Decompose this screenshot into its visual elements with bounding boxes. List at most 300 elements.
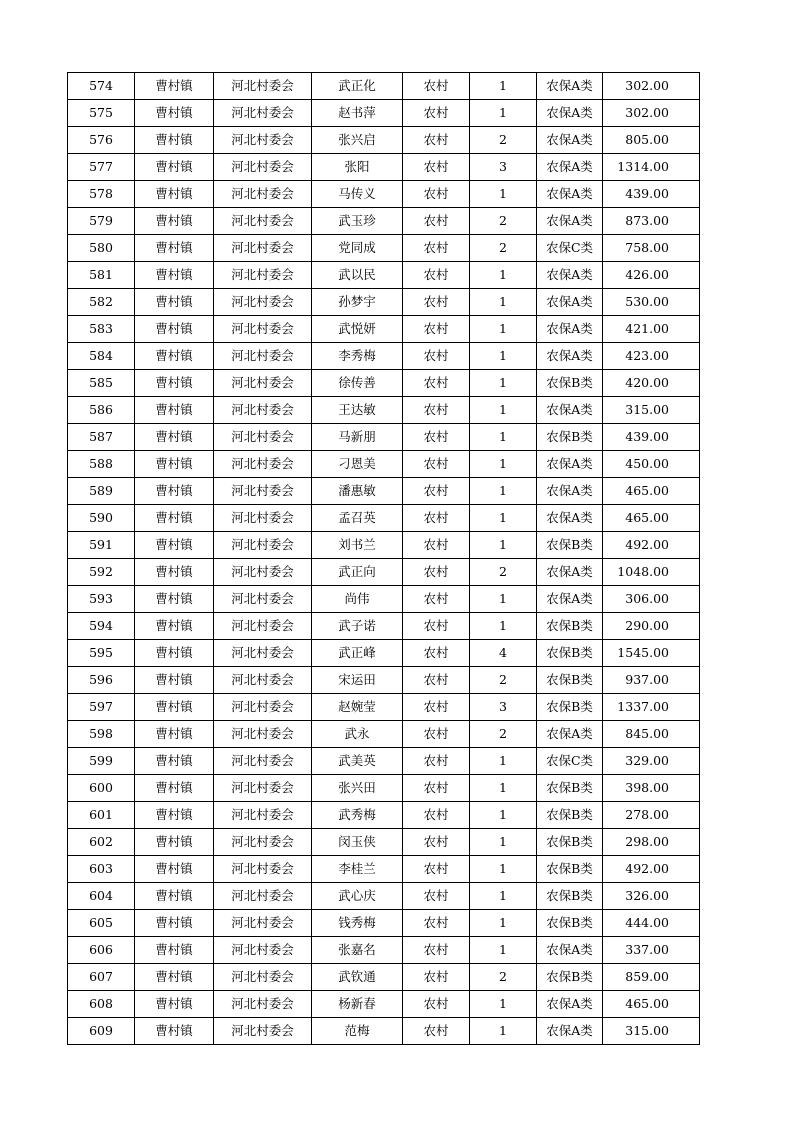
cell-village-committee: 河北村委会 <box>214 289 312 316</box>
cell-village-committee: 河北村委会 <box>214 478 312 505</box>
cell-serial-number: 590 <box>68 505 135 532</box>
cell-town: 曹村镇 <box>135 370 214 397</box>
cell-village-committee: 河北村委会 <box>214 829 312 856</box>
cell-person-name: 武心庆 <box>312 883 403 910</box>
cell-person-name: 武钦通 <box>312 964 403 991</box>
cell-town: 曹村镇 <box>135 856 214 883</box>
table-row <box>68 316 700 343</box>
table-row <box>68 991 700 1018</box>
cell-serial-number: 575 <box>68 100 135 127</box>
cell-area-type: 农村 <box>403 694 470 721</box>
table-row <box>68 154 700 181</box>
cell-serial-number: 589 <box>68 478 135 505</box>
cell-person-name: 党同成 <box>312 235 403 262</box>
cell-village-committee: 河北村委会 <box>214 397 312 424</box>
cell-town: 曹村镇 <box>135 451 214 478</box>
table-row <box>68 424 700 451</box>
cell-village-committee: 河北村委会 <box>214 937 312 964</box>
table-row <box>68 532 700 559</box>
cell-amount: 1545.00 <box>603 640 700 667</box>
table-row <box>68 127 700 154</box>
cell-insurance-category: 农保B类 <box>537 532 603 559</box>
cell-serial-number: 600 <box>68 775 135 802</box>
table-row <box>68 586 700 613</box>
table-row <box>68 694 700 721</box>
cell-insurance-category: 农保A类 <box>537 154 603 181</box>
cell-amount: 326.00 <box>603 883 700 910</box>
roster-table-body <box>68 73 700 1045</box>
table-row <box>68 883 700 910</box>
cell-amount: 859.00 <box>603 964 700 991</box>
cell-insurance-category: 农保A类 <box>537 262 603 289</box>
cell-town: 曹村镇 <box>135 316 214 343</box>
cell-person-name: 张阳 <box>312 154 403 181</box>
cell-person-name: 武玉珍 <box>312 208 403 235</box>
cell-village-committee: 河北村委会 <box>214 262 312 289</box>
cell-town: 曹村镇 <box>135 694 214 721</box>
cell-area-type: 农村 <box>403 478 470 505</box>
cell-person-name: 武以民 <box>312 262 403 289</box>
table-row <box>68 1018 700 1045</box>
cell-village-committee: 河北村委会 <box>214 586 312 613</box>
table-row <box>68 343 700 370</box>
cell-insurance-category: 农保A类 <box>537 991 603 1018</box>
cell-area-type: 农村 <box>403 370 470 397</box>
cell-household-count: 1 <box>470 289 537 316</box>
cell-person-name: 赵婉莹 <box>312 694 403 721</box>
cell-area-type: 农村 <box>403 748 470 775</box>
cell-person-name: 刘书兰 <box>312 532 403 559</box>
table-row <box>68 640 700 667</box>
cell-area-type: 农村 <box>403 397 470 424</box>
cell-person-name: 赵书萍 <box>312 100 403 127</box>
cell-insurance-category: 农保B类 <box>537 964 603 991</box>
cell-insurance-category: 农保A类 <box>537 478 603 505</box>
cell-town: 曹村镇 <box>135 532 214 559</box>
cell-town: 曹村镇 <box>135 289 214 316</box>
cell-insurance-category: 农保A类 <box>537 397 603 424</box>
table-row <box>68 721 700 748</box>
cell-village-committee: 河北村委会 <box>214 370 312 397</box>
cell-area-type: 农村 <box>403 127 470 154</box>
cell-amount: 444.00 <box>603 910 700 937</box>
cell-village-committee: 河北村委会 <box>214 991 312 1018</box>
cell-amount: 492.00 <box>603 856 700 883</box>
cell-insurance-category: 农保A类 <box>537 721 603 748</box>
cell-village-committee: 河北村委会 <box>214 505 312 532</box>
cell-area-type: 农村 <box>403 181 470 208</box>
cell-town: 曹村镇 <box>135 883 214 910</box>
cell-person-name: 潘惠敏 <box>312 478 403 505</box>
cell-insurance-category: 农保A类 <box>537 73 603 100</box>
cell-village-committee: 河北村委会 <box>214 559 312 586</box>
cell-area-type: 农村 <box>403 775 470 802</box>
cell-household-count: 1 <box>470 181 537 208</box>
cell-area-type: 农村 <box>403 343 470 370</box>
cell-town: 曹村镇 <box>135 559 214 586</box>
cell-insurance-category: 农保B类 <box>537 910 603 937</box>
cell-village-committee: 河北村委会 <box>214 964 312 991</box>
cell-serial-number: 595 <box>68 640 135 667</box>
cell-village-committee: 河北村委会 <box>214 181 312 208</box>
cell-village-committee: 河北村委会 <box>214 721 312 748</box>
cell-area-type: 农村 <box>403 100 470 127</box>
cell-village-committee: 河北村委会 <box>214 532 312 559</box>
cell-household-count: 2 <box>470 721 537 748</box>
cell-serial-number: 597 <box>68 694 135 721</box>
cell-serial-number: 605 <box>68 910 135 937</box>
cell-area-type: 农村 <box>403 289 470 316</box>
cell-person-name: 刁恩美 <box>312 451 403 478</box>
cell-amount: 306.00 <box>603 586 700 613</box>
cell-person-name: 武永 <box>312 721 403 748</box>
cell-serial-number: 579 <box>68 208 135 235</box>
cell-insurance-category: 农保A类 <box>537 100 603 127</box>
cell-town: 曹村镇 <box>135 721 214 748</box>
cell-amount: 426.00 <box>603 262 700 289</box>
cell-insurance-category: 农保A类 <box>537 559 603 586</box>
cell-household-count: 1 <box>470 478 537 505</box>
cell-household-count: 2 <box>470 964 537 991</box>
cell-serial-number: 594 <box>68 613 135 640</box>
cell-amount: 439.00 <box>603 181 700 208</box>
cell-area-type: 农村 <box>403 964 470 991</box>
cell-village-committee: 河北村委会 <box>214 640 312 667</box>
cell-insurance-category: 农保B类 <box>537 829 603 856</box>
cell-town: 曹村镇 <box>135 343 214 370</box>
cell-area-type: 农村 <box>403 235 470 262</box>
cell-serial-number: 586 <box>68 397 135 424</box>
cell-amount: 298.00 <box>603 829 700 856</box>
cell-household-count: 1 <box>470 424 537 451</box>
cell-household-count: 1 <box>470 262 537 289</box>
table-row <box>68 613 700 640</box>
cell-amount: 423.00 <box>603 343 700 370</box>
cell-amount: 845.00 <box>603 721 700 748</box>
table-row <box>68 505 700 532</box>
cell-town: 曹村镇 <box>135 964 214 991</box>
cell-area-type: 农村 <box>403 208 470 235</box>
cell-amount: 420.00 <box>603 370 700 397</box>
table-row <box>68 235 700 262</box>
document-page <box>67 72 699 1045</box>
cell-amount: 421.00 <box>603 316 700 343</box>
cell-town: 曹村镇 <box>135 505 214 532</box>
cell-person-name: 李桂兰 <box>312 856 403 883</box>
table-row <box>68 370 700 397</box>
cell-town: 曹村镇 <box>135 829 214 856</box>
cell-serial-number: 601 <box>68 802 135 829</box>
cell-serial-number: 591 <box>68 532 135 559</box>
table-row <box>68 775 700 802</box>
cell-village-committee: 河北村委会 <box>214 667 312 694</box>
table-row <box>68 451 700 478</box>
cell-household-count: 1 <box>470 991 537 1018</box>
cell-serial-number: 587 <box>68 424 135 451</box>
cell-town: 曹村镇 <box>135 667 214 694</box>
cell-village-committee: 河北村委会 <box>214 154 312 181</box>
cell-area-type: 农村 <box>403 667 470 694</box>
cell-village-committee: 河北村委会 <box>214 613 312 640</box>
cell-amount: 465.00 <box>603 991 700 1018</box>
cell-village-committee: 河北村委会 <box>214 73 312 100</box>
cell-household-count: 3 <box>470 154 537 181</box>
cell-town: 曹村镇 <box>135 235 214 262</box>
cell-insurance-category: 农保B类 <box>537 640 603 667</box>
cell-town: 曹村镇 <box>135 127 214 154</box>
cell-amount: 758.00 <box>603 235 700 262</box>
cell-amount: 465.00 <box>603 478 700 505</box>
cell-household-count: 1 <box>470 586 537 613</box>
cell-village-committee: 河北村委会 <box>214 208 312 235</box>
cell-insurance-category: 农保B类 <box>537 775 603 802</box>
cell-amount: 302.00 <box>603 100 700 127</box>
cell-household-count: 1 <box>470 829 537 856</box>
cell-household-count: 2 <box>470 208 537 235</box>
cell-household-count: 1 <box>470 802 537 829</box>
cell-amount: 1314.00 <box>603 154 700 181</box>
cell-serial-number: 582 <box>68 289 135 316</box>
cell-town: 曹村镇 <box>135 586 214 613</box>
cell-town: 曹村镇 <box>135 208 214 235</box>
cell-household-count: 2 <box>470 667 537 694</box>
cell-amount: 873.00 <box>603 208 700 235</box>
cell-insurance-category: 农保A类 <box>537 1018 603 1045</box>
cell-serial-number: 598 <box>68 721 135 748</box>
cell-village-committee: 河北村委会 <box>214 883 312 910</box>
table-row <box>68 397 700 424</box>
cell-village-committee: 河北村委会 <box>214 856 312 883</box>
cell-insurance-category: 农保A类 <box>537 316 603 343</box>
cell-person-name: 武子诺 <box>312 613 403 640</box>
cell-amount: 329.00 <box>603 748 700 775</box>
cell-serial-number: 603 <box>68 856 135 883</box>
cell-amount: 937.00 <box>603 667 700 694</box>
cell-town: 曹村镇 <box>135 1018 214 1045</box>
cell-area-type: 农村 <box>403 991 470 1018</box>
cell-area-type: 农村 <box>403 505 470 532</box>
cell-area-type: 农村 <box>403 937 470 964</box>
cell-town: 曹村镇 <box>135 73 214 100</box>
cell-person-name: 尚伟 <box>312 586 403 613</box>
table-row <box>68 964 700 991</box>
cell-person-name: 张嘉名 <box>312 937 403 964</box>
cell-household-count: 1 <box>470 397 537 424</box>
cell-town: 曹村镇 <box>135 910 214 937</box>
cell-household-count: 1 <box>470 613 537 640</box>
cell-person-name: 武悦妍 <box>312 316 403 343</box>
cell-serial-number: 583 <box>68 316 135 343</box>
cell-household-count: 1 <box>470 451 537 478</box>
cell-household-count: 1 <box>470 937 537 964</box>
cell-town: 曹村镇 <box>135 748 214 775</box>
cell-person-name: 马新朋 <box>312 424 403 451</box>
cell-area-type: 农村 <box>403 154 470 181</box>
cell-amount: 278.00 <box>603 802 700 829</box>
cell-area-type: 农村 <box>403 451 470 478</box>
cell-village-committee: 河北村委会 <box>214 100 312 127</box>
cell-town: 曹村镇 <box>135 775 214 802</box>
cell-insurance-category: 农保B类 <box>537 883 603 910</box>
cell-serial-number: 596 <box>68 667 135 694</box>
cell-amount: 805.00 <box>603 127 700 154</box>
cell-insurance-category: 农保A类 <box>537 343 603 370</box>
cell-household-count: 1 <box>470 775 537 802</box>
cell-area-type: 农村 <box>403 586 470 613</box>
cell-village-committee: 河北村委会 <box>214 748 312 775</box>
table-row <box>68 910 700 937</box>
cell-area-type: 农村 <box>403 559 470 586</box>
cell-person-name: 钱秀梅 <box>312 910 403 937</box>
cell-amount: 465.00 <box>603 505 700 532</box>
cell-area-type: 农村 <box>403 883 470 910</box>
cell-household-count: 1 <box>470 343 537 370</box>
cell-serial-number: 578 <box>68 181 135 208</box>
cell-village-committee: 河北村委会 <box>214 1018 312 1045</box>
table-row <box>68 829 700 856</box>
cell-household-count: 1 <box>470 73 537 100</box>
cell-town: 曹村镇 <box>135 613 214 640</box>
cell-serial-number: 602 <box>68 829 135 856</box>
cell-household-count: 1 <box>470 910 537 937</box>
cell-household-count: 1 <box>470 532 537 559</box>
cell-area-type: 农村 <box>403 802 470 829</box>
cell-amount: 290.00 <box>603 613 700 640</box>
table-row <box>68 937 700 964</box>
table-row <box>68 856 700 883</box>
cell-area-type: 农村 <box>403 262 470 289</box>
cell-person-name: 武正向 <box>312 559 403 586</box>
cell-insurance-category: 农保C类 <box>537 235 603 262</box>
table-row <box>68 802 700 829</box>
cell-town: 曹村镇 <box>135 937 214 964</box>
cell-town: 曹村镇 <box>135 478 214 505</box>
table-row <box>68 478 700 505</box>
cell-serial-number: 577 <box>68 154 135 181</box>
cell-area-type: 农村 <box>403 721 470 748</box>
table-row <box>68 667 700 694</box>
cell-area-type: 农村 <box>403 532 470 559</box>
cell-household-count: 1 <box>470 883 537 910</box>
cell-amount: 450.00 <box>603 451 700 478</box>
cell-serial-number: 606 <box>68 937 135 964</box>
table-row <box>68 100 700 127</box>
cell-village-committee: 河北村委会 <box>214 127 312 154</box>
cell-village-committee: 河北村委会 <box>214 235 312 262</box>
cell-person-name: 张兴启 <box>312 127 403 154</box>
cell-insurance-category: 农保A类 <box>537 505 603 532</box>
cell-insurance-category: 农保B类 <box>537 694 603 721</box>
cell-serial-number: 574 <box>68 73 135 100</box>
cell-insurance-category: 农保B类 <box>537 856 603 883</box>
cell-serial-number: 581 <box>68 262 135 289</box>
cell-household-count: 1 <box>470 856 537 883</box>
cell-serial-number: 607 <box>68 964 135 991</box>
cell-village-committee: 河北村委会 <box>214 802 312 829</box>
cell-town: 曹村镇 <box>135 424 214 451</box>
cell-household-count: 2 <box>470 127 537 154</box>
cell-insurance-category: 农保B类 <box>537 370 603 397</box>
cell-area-type: 农村 <box>403 910 470 937</box>
cell-insurance-category: 农保B类 <box>537 667 603 694</box>
cell-person-name: 武秀梅 <box>312 802 403 829</box>
cell-person-name: 武正峰 <box>312 640 403 667</box>
cell-household-count: 4 <box>470 640 537 667</box>
cell-village-committee: 河北村委会 <box>214 451 312 478</box>
cell-amount: 439.00 <box>603 424 700 451</box>
cell-person-name: 徐传善 <box>312 370 403 397</box>
cell-insurance-category: 农保A类 <box>537 289 603 316</box>
cell-insurance-category: 农保C类 <box>537 748 603 775</box>
cell-amount: 1337.00 <box>603 694 700 721</box>
cell-person-name: 孙梦宇 <box>312 289 403 316</box>
cell-insurance-category: 农保A类 <box>537 127 603 154</box>
cell-insurance-category: 农保B类 <box>537 424 603 451</box>
cell-town: 曹村镇 <box>135 991 214 1018</box>
roster-table <box>67 72 700 1045</box>
cell-amount: 530.00 <box>603 289 700 316</box>
cell-person-name: 宋运田 <box>312 667 403 694</box>
cell-serial-number: 576 <box>68 127 135 154</box>
cell-town: 曹村镇 <box>135 100 214 127</box>
cell-amount: 492.00 <box>603 532 700 559</box>
cell-household-count: 2 <box>470 235 537 262</box>
cell-insurance-category: 农保B类 <box>537 613 603 640</box>
table-row <box>68 73 700 100</box>
cell-serial-number: 580 <box>68 235 135 262</box>
cell-amount: 302.00 <box>603 73 700 100</box>
cell-village-committee: 河北村委会 <box>214 694 312 721</box>
table-row <box>68 181 700 208</box>
cell-person-name: 闵玉侠 <box>312 829 403 856</box>
cell-town: 曹村镇 <box>135 181 214 208</box>
cell-village-committee: 河北村委会 <box>214 343 312 370</box>
cell-household-count: 1 <box>470 505 537 532</box>
table-row <box>68 208 700 235</box>
cell-town: 曹村镇 <box>135 802 214 829</box>
cell-person-name: 杨新春 <box>312 991 403 1018</box>
cell-area-type: 农村 <box>403 829 470 856</box>
table-row <box>68 289 700 316</box>
cell-village-committee: 河北村委会 <box>214 424 312 451</box>
cell-village-committee: 河北村委会 <box>214 775 312 802</box>
cell-household-count: 1 <box>470 1018 537 1045</box>
cell-town: 曹村镇 <box>135 640 214 667</box>
cell-village-committee: 河北村委会 <box>214 316 312 343</box>
table-row <box>68 262 700 289</box>
table-row <box>68 559 700 586</box>
cell-serial-number: 599 <box>68 748 135 775</box>
cell-town: 曹村镇 <box>135 262 214 289</box>
cell-area-type: 农村 <box>403 856 470 883</box>
cell-person-name: 张兴田 <box>312 775 403 802</box>
cell-amount: 337.00 <box>603 937 700 964</box>
cell-serial-number: 604 <box>68 883 135 910</box>
cell-serial-number: 585 <box>68 370 135 397</box>
cell-area-type: 农村 <box>403 640 470 667</box>
table-row <box>68 748 700 775</box>
cell-household-count: 1 <box>470 316 537 343</box>
cell-person-name: 李秀梅 <box>312 343 403 370</box>
cell-household-count: 1 <box>470 370 537 397</box>
cell-household-count: 3 <box>470 694 537 721</box>
cell-serial-number: 593 <box>68 586 135 613</box>
cell-serial-number: 588 <box>68 451 135 478</box>
cell-insurance-category: 农保A类 <box>537 451 603 478</box>
cell-insurance-category: 农保A类 <box>537 208 603 235</box>
cell-area-type: 农村 <box>403 73 470 100</box>
cell-insurance-category: 农保A类 <box>537 181 603 208</box>
